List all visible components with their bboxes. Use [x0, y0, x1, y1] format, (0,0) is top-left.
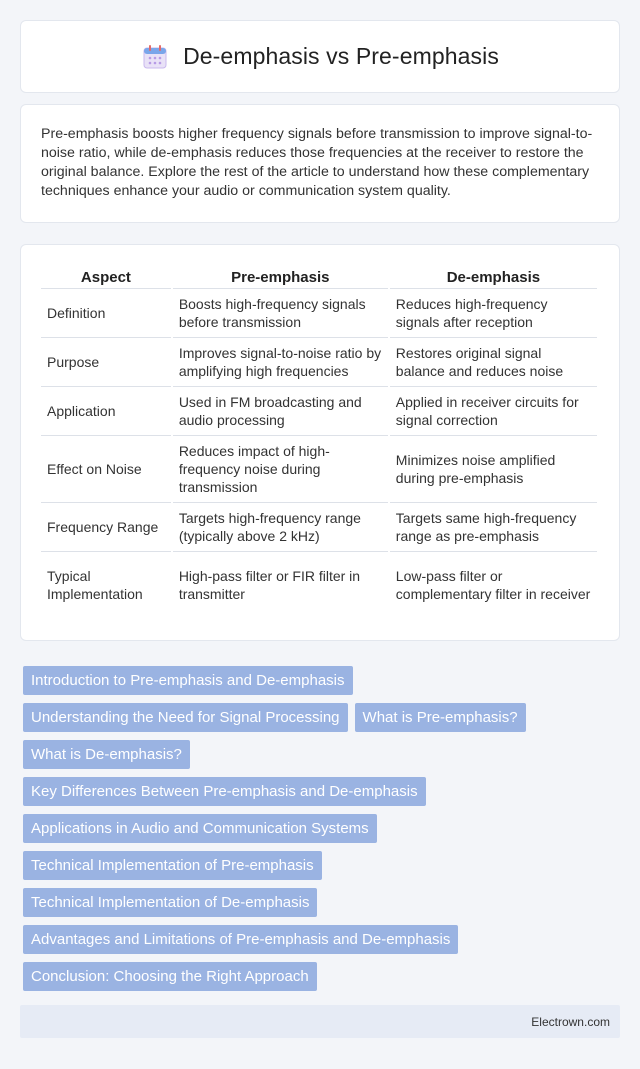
toc-row [23, 666, 603, 695]
intro-paragraph: Pre-emphasis boosts higher frequency signals before transmission to improve signal-to-noise ratio, while de-emphasis reduces those frequencies at the receiver to restore the original balance. Explore the rest of the article to understand how these complementary techniques enhance your audio or communication system quality. [41, 126, 593, 199]
intro-card [20, 104, 620, 223]
toc-link-introduction[interactable]: Introduction to Pre-emphasis and De-emphasis [23, 666, 353, 695]
table-cell-aspect: Typical Implementation [47, 568, 143, 602]
table-cell-pre: Used in FM broadcasting and audio processing [173, 387, 388, 436]
header-card [20, 20, 620, 93]
toc-link-implementation-de-emphasis[interactable]: Technical Implementation of De-emphasis [23, 888, 317, 917]
comparison-table [39, 264, 599, 618]
table-cell-pre: Boosts high-frequency signals before transmission [173, 289, 388, 338]
toc-row [23, 814, 603, 843]
toc-row [23, 888, 603, 917]
toc-link-what-is-pre-emphasis[interactable]: What is Pre-emphasis? [355, 703, 526, 732]
toc-row [23, 703, 603, 732]
page-title: De-emphasis vs Pre-emphasis [183, 43, 499, 69]
table-cell-aspect: Purpose [41, 338, 171, 387]
table-row [41, 552, 597, 618]
comparison-table-card [20, 244, 620, 641]
table-header-row [41, 264, 597, 289]
table-cell-pre: Reduces impact of high-frequency noise during transmission [173, 436, 388, 503]
toc-link-need-for-signal-processing[interactable]: Understanding the Need for Signal Processing [23, 703, 348, 732]
table-cell-aspect: Frequency Range [41, 503, 171, 552]
header-aspect: Aspect [41, 264, 171, 289]
header-de-emphasis: De-emphasis [390, 264, 597, 289]
toc-link-implementation-pre-emphasis[interactable]: Technical Implementation of Pre-emphasis [23, 851, 322, 880]
toc-link-conclusion[interactable]: Conclusion: Choosing the Right Approach [23, 962, 317, 991]
table-cell-de: Low-pass filter or complementary filter in receiver [395, 568, 591, 602]
toc-row [23, 777, 603, 806]
toc-link-advantages-limitations[interactable]: Advantages and Limitations of Pre-emphasis and De-emphasis [23, 925, 458, 954]
table-cell-pre: Improves signal-to-noise ratio by amplifying high frequencies [173, 338, 388, 387]
table-row [41, 338, 597, 387]
table-row [41, 289, 597, 338]
table-of-contents [23, 666, 603, 999]
table-cell-pre: Targets high-frequency range (typically above 2 kHz) [173, 503, 388, 552]
toc-row [23, 925, 603, 954]
toc-row [23, 851, 603, 880]
title-wrap [141, 43, 499, 71]
table-cell-de: Applied in receiver circuits for signal correction [390, 387, 597, 436]
toc-link-what-is-de-emphasis[interactable]: What is De-emphasis? [23, 740, 190, 769]
footer-site-name: Electrown.com [531, 1015, 610, 1029]
table-cell-aspect: Application [41, 387, 171, 436]
toc-link-key-differences[interactable]: Key Differences Between Pre-emphasis and De-emphasis [23, 777, 426, 806]
table-row [41, 436, 597, 503]
table-cell-aspect: Effect on Noise [41, 436, 171, 503]
table-cell-de: Minimizes noise amplified during pre-emphasis [390, 436, 597, 503]
table-cell-aspect: Definition [41, 289, 171, 338]
toc-row [23, 740, 603, 769]
toc-row [23, 962, 603, 991]
header-pre-emphasis: Pre-emphasis [173, 264, 388, 289]
table-cell-de: Restores original signal balance and reduces noise [390, 338, 597, 387]
table-row [41, 503, 597, 552]
table-cell-pre: High-pass filter or FIR filter in transmitter [178, 568, 361, 602]
calendar-icon [141, 43, 169, 71]
table-row [41, 387, 597, 436]
table-cell-de: Reduces high-frequency signals after reception [390, 289, 597, 338]
toc-link-applications[interactable]: Applications in Audio and Communication Systems [23, 814, 377, 843]
table-cell-de: Targets same high-frequency range as pre-emphasis [390, 503, 597, 552]
footer [20, 1005, 620, 1038]
